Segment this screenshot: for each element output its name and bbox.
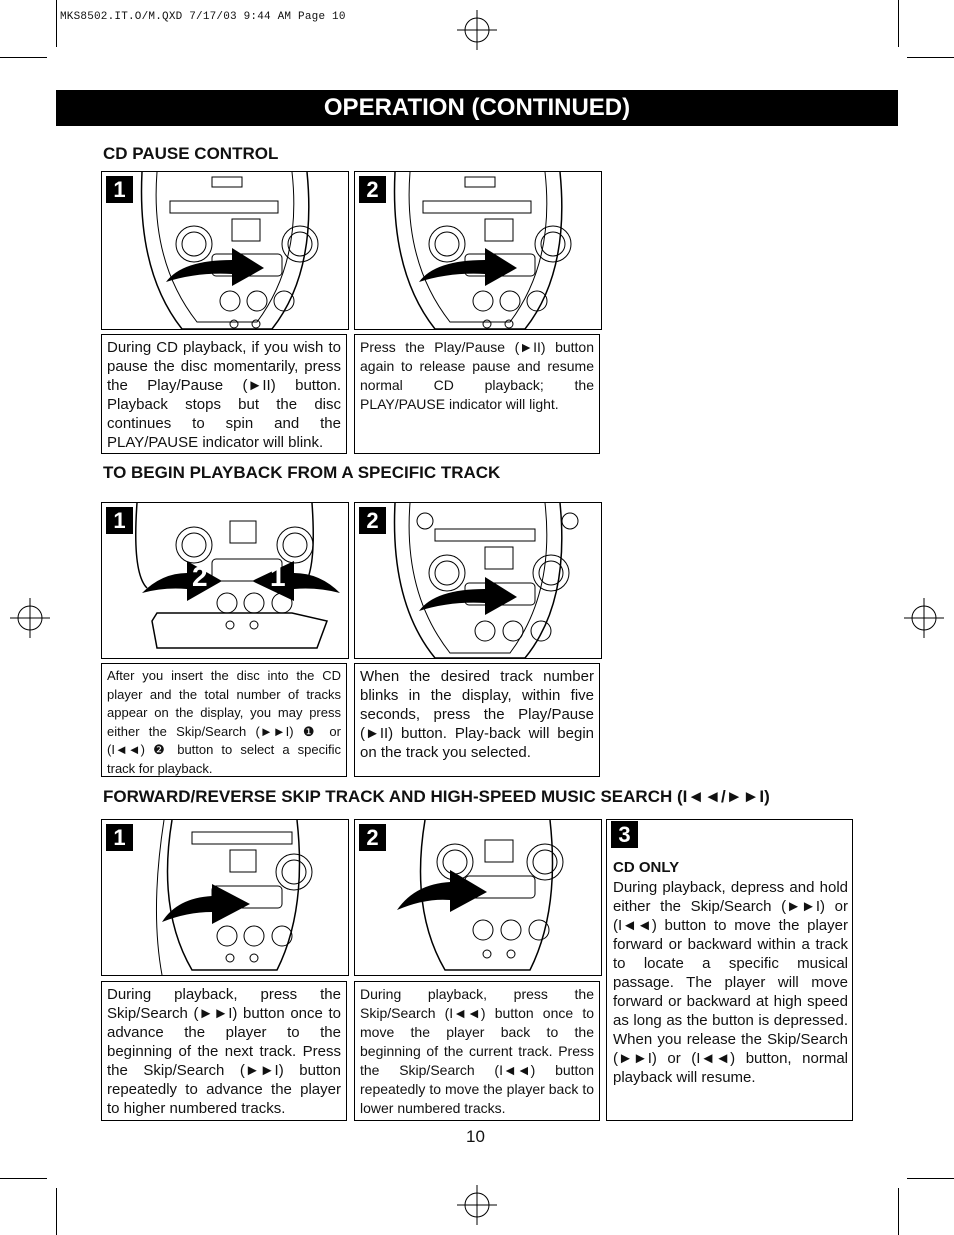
section-title-track: TO BEGIN PLAYBACK FROM A SPECIFIC TRACK [103, 463, 501, 482]
skip-step1-text: During playback, press the Skip/Search (►►I) button once to advance the player to the beginning of the next track. Press the Skip/Search (►►I) button repeatedly to advance the player to higher numbered tracks. [101, 981, 347, 1121]
step-number: 2 [359, 507, 386, 534]
file-slug: MKS8502.IT.O/M.QXD 7/17/03 9:44 AM Page 10 [60, 11, 346, 23]
crop-mark [0, 1178, 47, 1179]
arrow-label: 2 [192, 561, 208, 592]
step-number: 1 [106, 824, 133, 851]
skip-step3-panel [606, 819, 853, 1121]
skip-step2-text: During playback, press the Skip/Search (I◄◄) button once to move the player back to the beginning of the current track. Press the Skip/Search (I◄◄) button repeatedly to move the player back to lower numbered tracks. [354, 981, 600, 1121]
page-number: 10 [466, 1127, 485, 1146]
registration-mark-bottom [457, 1185, 497, 1225]
crop-mark [56, 1188, 57, 1235]
track-step1-text: After you insert the disc into the CD player and the total number of tracks appear on the display, you may press either the Skip/Search (►►I) ❶ or (I◄◄) ❷ button to select a specific track for playback. [101, 663, 347, 777]
step-number: 1 [106, 176, 133, 203]
track-step2-text: When the desired track number blinks in the display, within five seconds, press the Play/Pause (►II) button. Play-back will begin on the track you selected. [354, 663, 600, 777]
arrow-label: 1 [270, 561, 286, 592]
section-title-skip: FORWARD/REVERSE SKIP TRACK AND HIGH-SPEED MUSIC SEARCH (I◄◄/►►I) [103, 787, 770, 806]
crop-mark [898, 1188, 899, 1235]
pause-step2-text: Press the Play/Pause (►II) button again to release pause and resume normal CD playback; the PLAY/PAUSE indicator will light. [354, 334, 600, 454]
crop-mark [56, 0, 57, 47]
pause-step2-illustration [354, 171, 602, 330]
pause-step1-text: During CD playback, if you wish to pause the disc momentarily, press the Play/Pause (►II) button. Playback stops but the disc continues to spin and the PLAY/PAUSE indicator will blink. [101, 334, 347, 454]
track-step1-illustration [101, 502, 349, 659]
crop-mark [907, 1178, 954, 1179]
pause-step1-illustration [101, 171, 349, 330]
crop-mark [0, 57, 47, 58]
skip-step3-text: During playback, depress and hold either the Skip/Search (►►I) or (I◄◄) button to move the player forward or backward within a track to locate a specific musical passage. The player will move forward or backward at high speed as long as the button is depressed. When you release the Skip/Search (►►I) or (I◄◄) button, normal playback will resume. [613, 879, 848, 1086]
crop-mark [898, 0, 899, 47]
step-number: 3 [611, 821, 638, 848]
registration-mark-top [457, 10, 497, 50]
cd-only-heading: CD ONLY [613, 859, 680, 876]
page-banner: OPERATION (CONTINUED) [56, 90, 898, 126]
registration-mark-left [10, 598, 50, 638]
registration-mark-right [904, 598, 944, 638]
section-title-pause: CD PAUSE CONTROL [103, 144, 279, 163]
skip-step2-illustration [354, 819, 602, 976]
crop-mark [907, 57, 954, 58]
step-number: 2 [359, 824, 386, 851]
skip-step1-illustration [101, 819, 349, 976]
step-number: 2 [359, 176, 386, 203]
track-step2-illustration [354, 502, 602, 659]
step-number: 1 [106, 507, 133, 534]
